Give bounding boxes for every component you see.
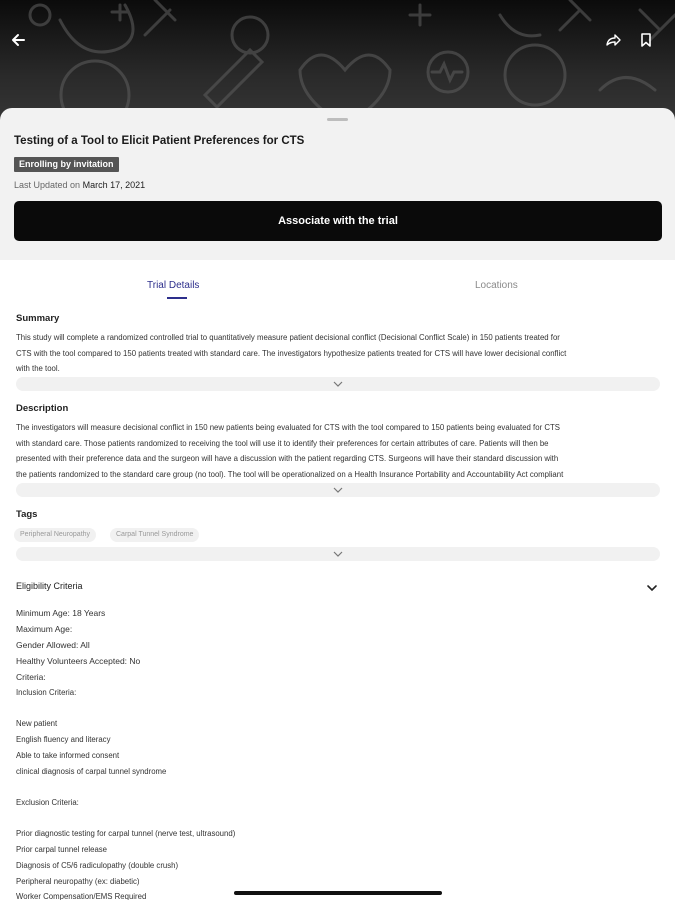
last-updated-date: March 17, 2021 — [82, 180, 146, 190]
active-tab-indicator — [167, 297, 187, 299]
trial-header-sheet — [0, 108, 675, 260]
associate-button[interactable]: Associate with the trial — [14, 201, 662, 241]
tag-chip[interactable]: Peripheral Neuropathy — [14, 528, 96, 542]
description-line: with standard care. Those patients randomized to receiving the tool will use it to identify their preferences for certain attributes of care. Patients will then be — [16, 438, 549, 448]
share-icon[interactable] — [601, 28, 625, 52]
healthy-volunteers: Healthy Volunteers Accepted: No — [16, 656, 141, 666]
exclusion-item: Diagnosis of C5/6 radiculopathy (double crush) — [16, 861, 179, 870]
chevron-down-icon — [333, 487, 343, 493]
chevron-down-icon — [333, 381, 343, 387]
trial-title: Testing of a Tool to Elicit Patient Preferences for CTS — [14, 135, 305, 147]
description-expand-button[interactable] — [16, 483, 660, 497]
inclusion-item: English fluency and literacy — [16, 735, 111, 744]
exclusion-item: Peripheral neuropathy (ex: diabetic) — [16, 877, 140, 886]
summary-line: with the tool. — [16, 364, 60, 373]
min-age: Minimum Age: 18 Years — [16, 608, 106, 618]
summary-heading: Summary — [16, 313, 60, 324]
inclusion-item: Able to take informed consent — [16, 751, 120, 760]
back-arrow-icon[interactable] — [6, 28, 30, 52]
eligibility-toggle-icon[interactable] — [646, 581, 658, 593]
gender-allowed: Gender Allowed: All — [16, 640, 90, 650]
description-line: The investigators will measure decisional conflict in 150 new patients being evaluated for CTS with the tool compared to 150 patients being evaluated for CTS — [16, 423, 560, 432]
tags-heading: Tags — [16, 509, 38, 520]
tag-chip[interactable]: Carpal Tunnel Syndrome — [110, 528, 199, 542]
tab-bar — [0, 272, 675, 302]
drag-handle[interactable] — [327, 118, 348, 121]
last-updated-label: Last Updated on — [14, 180, 81, 190]
description-text — [16, 420, 661, 484]
status-badge: Enrolling by invitation — [14, 157, 119, 172]
max-age: Maximum Age: — [16, 624, 73, 634]
exclusion-item: Worker Compensation/EMS Required — [16, 892, 147, 900]
description-line: presented with their preference data and the surgeon will have a discussion with the patient regarding CTS. Surgeons will have their standard discussion with — [16, 454, 559, 463]
inclusion-heading: Inclusion Criteria: — [16, 688, 77, 697]
exclusion-item: Prior carpal tunnel release — [16, 845, 108, 854]
inclusion-item: clinical diagnosis of carpal tunnel syndrome — [16, 767, 167, 776]
summary-text — [16, 330, 661, 377]
exclusion-heading: Exclusion Criteria: — [16, 798, 79, 807]
tab-locations[interactable]: Locations — [475, 280, 518, 291]
summary-expand-button[interactable] — [16, 377, 660, 391]
tab-trial-details[interactable]: Trial Details — [147, 280, 200, 291]
exclusion-item: Prior diagnostic testing for carpal tunnel (nerve test, ultrasound) — [16, 829, 236, 838]
criteria-label: Criteria: — [16, 672, 46, 682]
home-indicator[interactable] — [234, 891, 442, 895]
description-heading: Description — [16, 403, 69, 414]
bookmark-icon[interactable] — [634, 28, 658, 52]
eligibility-heading: Eligibility Criteria — [16, 581, 83, 591]
inclusion-item: New patient — [16, 719, 58, 728]
chevron-down-icon — [333, 551, 343, 557]
summary-line: CTS with the tool compared to 150 patients treated with standard care. The investigators hypothesize patients treated for CTS will have lower decisional conflict — [16, 348, 567, 358]
tags-expand-button[interactable] — [16, 547, 660, 561]
summary-line: This study will complete a randomized controlled trial to quantitatively measure patient decisional conflict (Decisional Conflict Scale) in 150 patients treated for — [16, 333, 560, 342]
description-line: the patients randomized to the standard care group (no tool). The tool will be operationalized on a Health Insurance Portability and Accountability Act compliant — [16, 469, 564, 479]
last-updated — [14, 180, 145, 190]
